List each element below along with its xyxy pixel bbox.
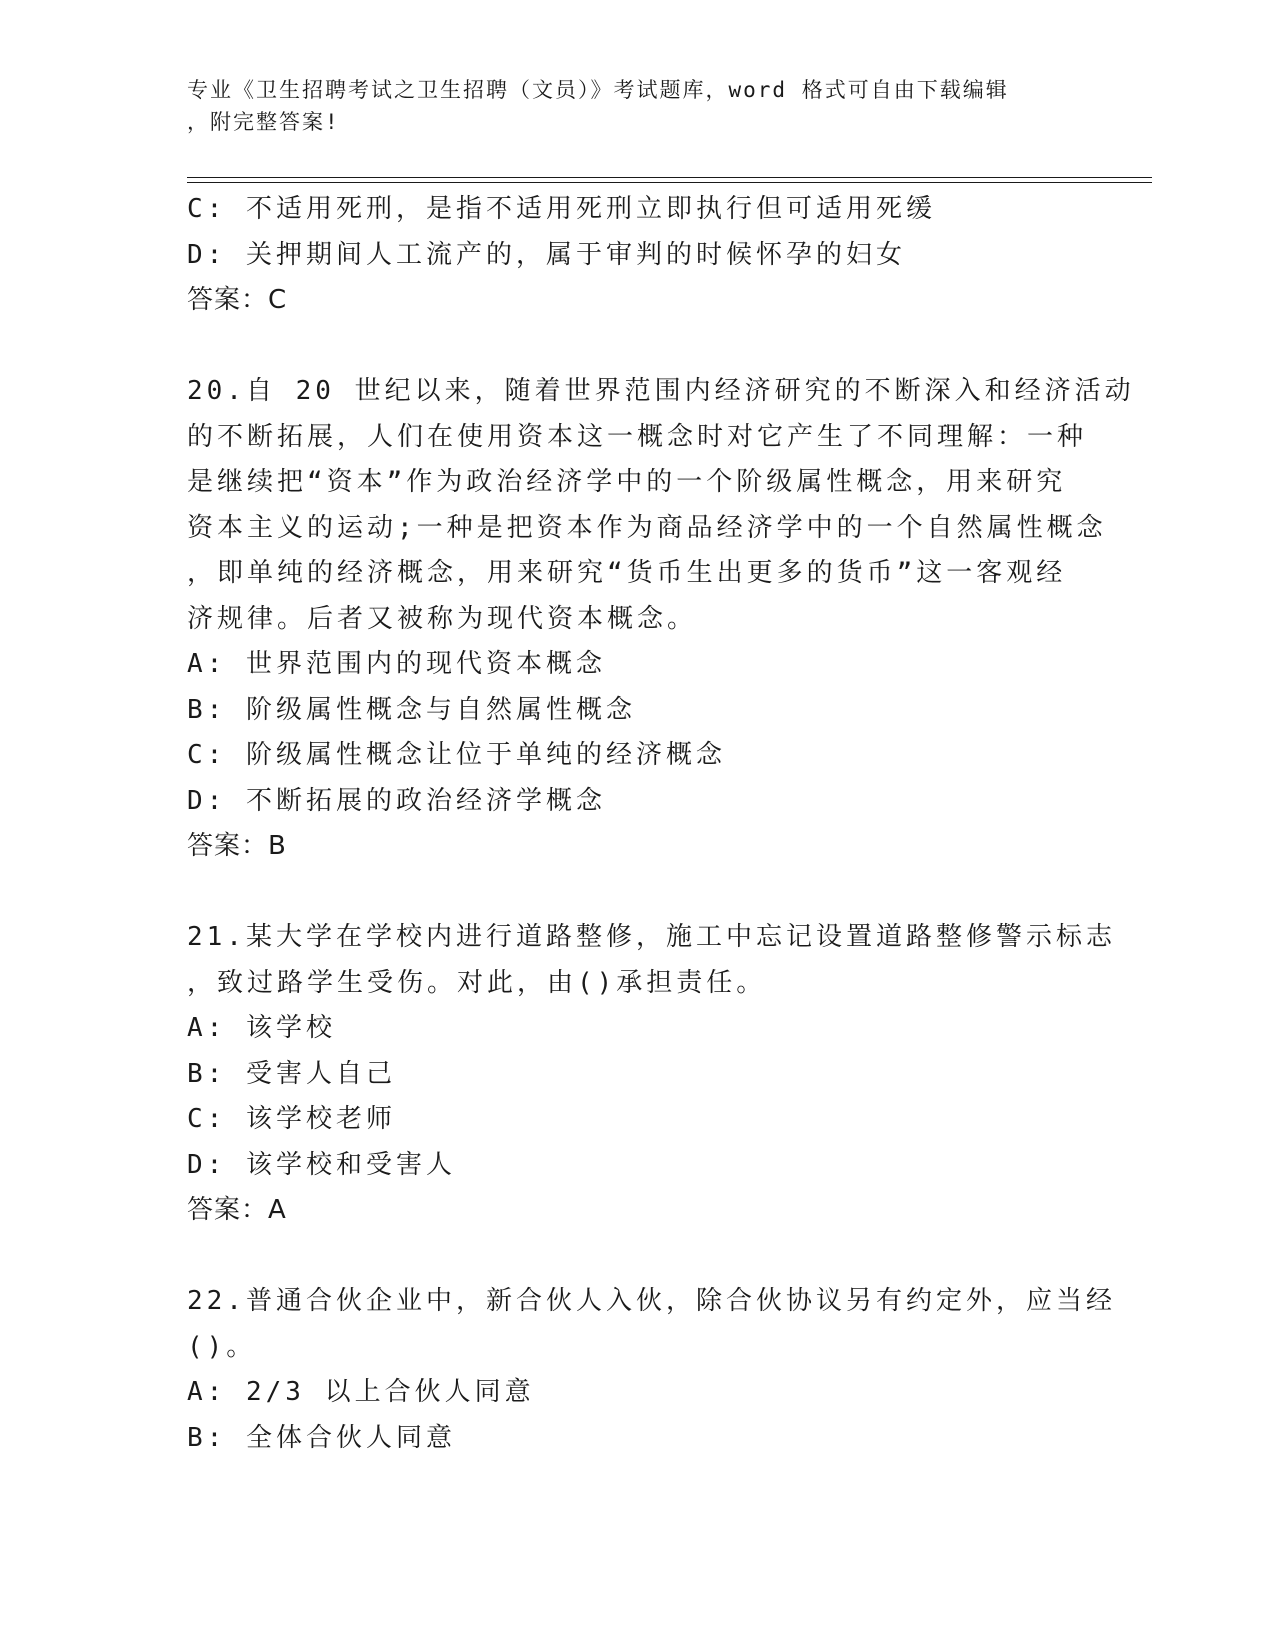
question-text-line: 20.自 20 世纪以来，随着世界范围内经济研究的不断深入和经济活动: [187, 376, 1135, 406]
option-d: D: 不断拓展的政治经济学概念: [187, 785, 606, 816]
option-c: C: 阶级属性概念让位于单纯的经济概念: [187, 740, 726, 770]
question-20: [187, 369, 1135, 870]
question-text-line: 济规律。后者又被称为现代资本概念。: [187, 603, 698, 634]
header-line-2: ，附完整答案!: [187, 110, 340, 134]
question-text-line: ，致过路学生受伤。对此，由()承担责任。: [187, 967, 767, 998]
question-text-line: 22.普通合伙企业中，新合伙人入伙，除合伙协议另有约定外，应当经: [187, 1286, 1116, 1316]
question-21: [187, 915, 1116, 1234]
spacer: [187, 324, 1087, 370]
header-divider-bottom: [187, 182, 1152, 183]
question-19: [187, 187, 1087, 324]
option-a: A: 该学校: [187, 1013, 336, 1043]
answer: 答案：B: [187, 831, 287, 861]
question-text-line: ，即单纯的经济概念，用来研究“货币生出更多的货币”这一客观经: [187, 558, 1067, 588]
answer: 答案：A: [187, 1195, 287, 1225]
spacer: [187, 870, 1087, 916]
question-22: [187, 1279, 1116, 1461]
question-text-line: 资本主义的运动;一种是把资本作为商品经济学中的一个自然属性概念: [187, 512, 1107, 543]
option-d: D: 关押期间人工流产的，属于审判的时候怀孕的妇女: [187, 239, 906, 270]
question-text-line: ()。: [187, 1331, 257, 1362]
page-header: [187, 74, 1067, 138]
question-list: [187, 187, 1135, 1461]
question-text-line: 的不断拓展，人们在使用资本这一概念时对它产生了不同理解：一种: [187, 421, 1088, 452]
header-line-1: 专业《卫生招聘考试之卫生招聘（文员）》考试题库，word 格式可自由下载编辑: [187, 78, 1009, 102]
option-b: B: 全体合伙人同意: [187, 1422, 456, 1453]
question-text-line: 21.某大学在学校内进行道路整修，施工中忘记设置道路整修警示标志: [187, 922, 1116, 952]
header-divider-top: [187, 177, 1152, 178]
question-text-line: 是继续把“资本”作为政治经济学中的一个阶级属性概念，用来研究: [187, 467, 1067, 497]
option-c: C: 不适用死刑，是指不适用死刑立即执行但可适用死缓: [187, 194, 936, 224]
option-d: D: 该学校和受害人: [187, 1149, 456, 1180]
spacer: [187, 1234, 1087, 1280]
option-b: B: 阶级属性概念与自然属性概念: [187, 694, 636, 725]
option-a: A: 2/3 以上合伙人同意: [187, 1377, 535, 1407]
answer: 答案：C: [187, 285, 288, 315]
option-b: B: 受害人自己: [187, 1058, 396, 1089]
option-a: A: 世界范围内的现代资本概念: [187, 649, 606, 679]
option-c: C: 该学校老师: [187, 1104, 396, 1134]
